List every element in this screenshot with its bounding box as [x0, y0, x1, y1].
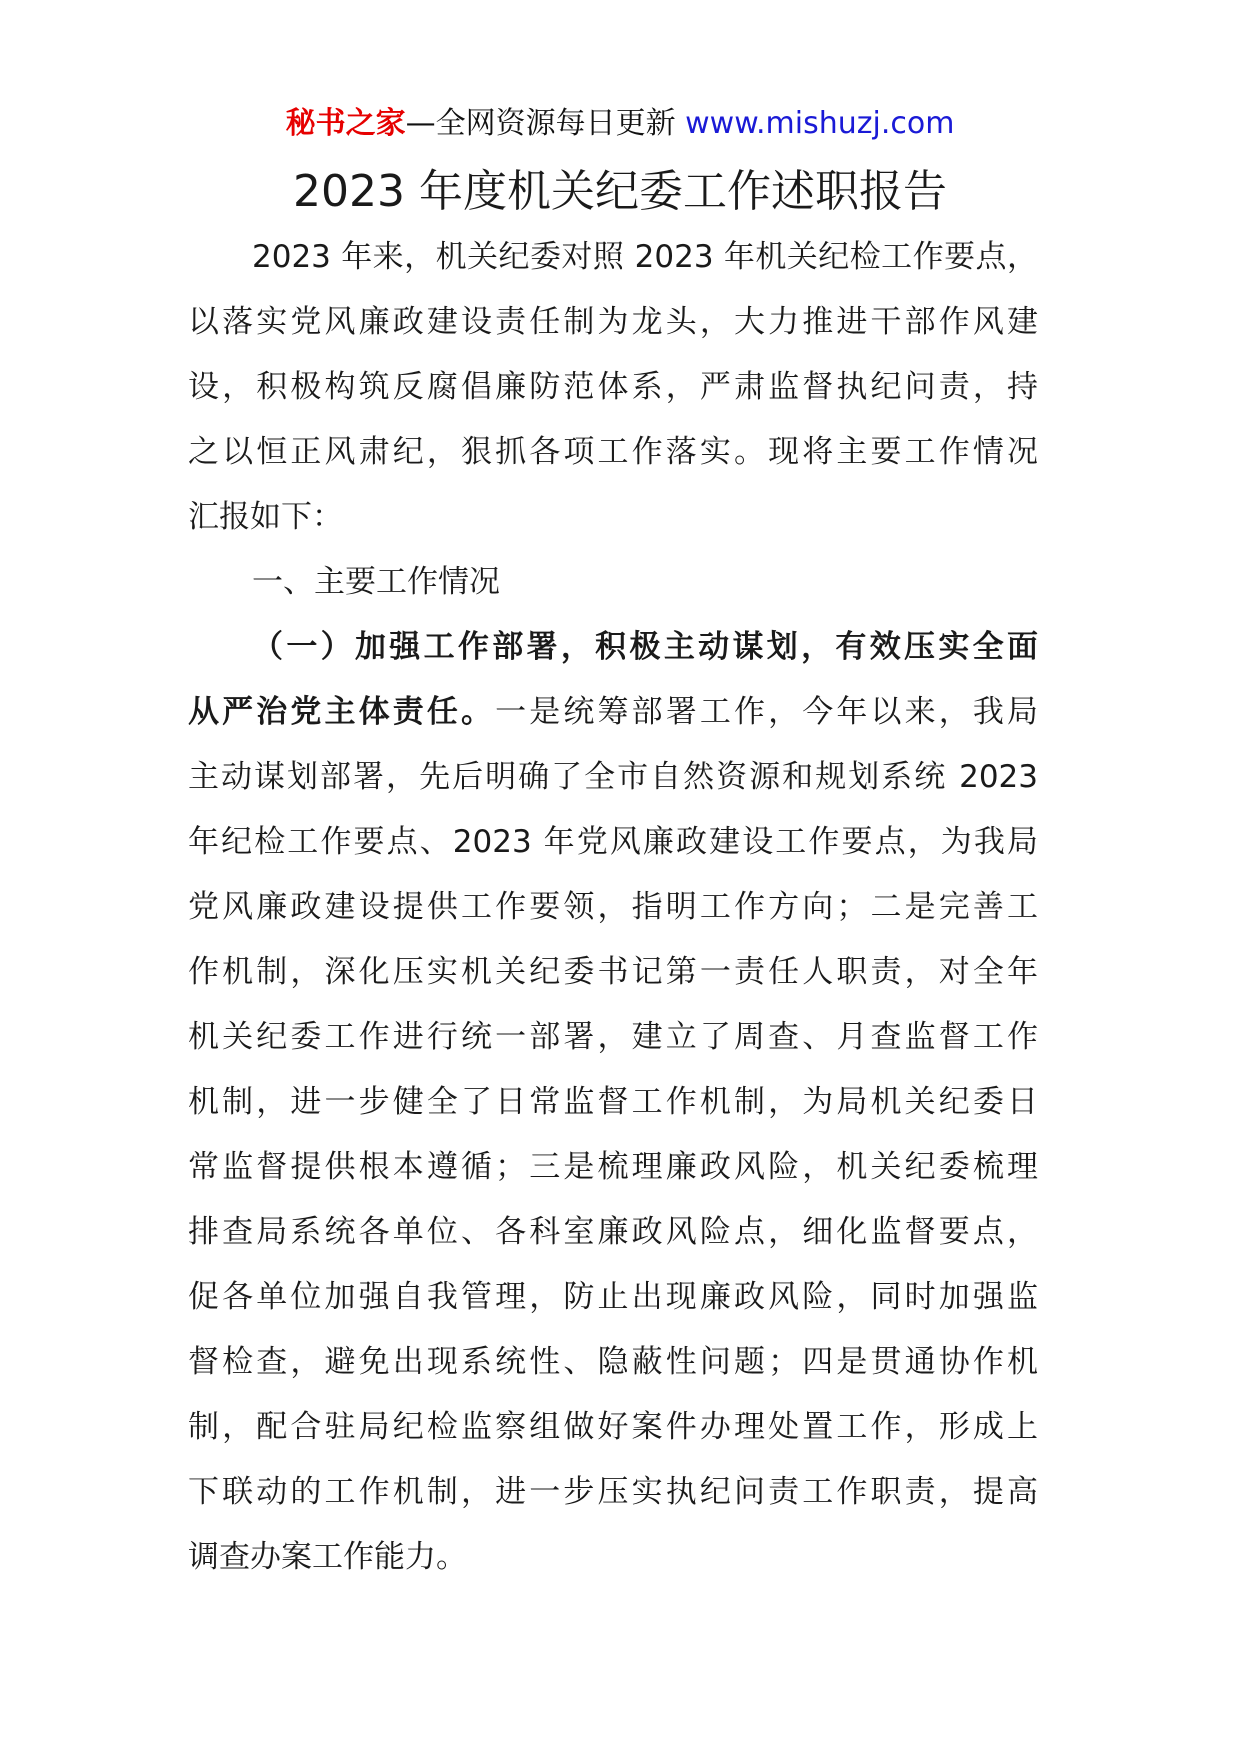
paragraph-line: 制，配合驻局纪检监察组做好案件办理处置工作，形成上 [188, 1409, 1038, 1445]
document-title: 2023 年度机关纪委工作述职报告 [293, 166, 947, 217]
paragraph-line: 以落实党风廉政建设责任制为龙头，大力推进干部作风建 [188, 304, 1038, 340]
paragraph-line: 汇报如下： [188, 499, 343, 535]
brand-name: 秘书之家 [285, 106, 406, 141]
section-heading: 一、主要工作情况 [252, 564, 500, 600]
paragraph-line: 设，积极构筑反腐倡廉防范体系，严肃监督执纪问责，持 [188, 369, 1038, 405]
header-tagline: —全网资源每日更新 [405, 106, 686, 141]
paragraph-line: 主动谋划部署，先后明确了全市自然资源和规划系统 2023 [188, 759, 1038, 795]
paragraph-line: 机制，进一步健全了日常监督工作机制，为局机关纪委日 [188, 1084, 1038, 1120]
paragraph-line: 督检查，避免出现系统性、隐蔽性问题；四是贯通协作机 [188, 1344, 1038, 1380]
paragraph-line: 党风廉政建设提供工作要领，指明工作方向；二是完善工 [188, 889, 1038, 925]
paragraph-line: 作机制，深化压实机关纪委书记第一责任人职责，对全年 [188, 954, 1038, 990]
subsection-heading-end: 从严治党主体责任。 [188, 694, 496, 730]
paragraph-line: 常监督提供根本遵循；三是梳理廉政风险，机关纪委梳理 [188, 1149, 1038, 1185]
document-body [188, 225, 1038, 1590]
watermark-header [0, 100, 1240, 148]
paragraph-line: 下联动的工作机制，进一步压实执纪问责工作职责，提高 [188, 1474, 1038, 1510]
paragraph-line: 年纪检工作要点、2023 年党风廉政建设工作要点，为我局 [188, 824, 1038, 860]
paragraph-text: 一是统筹部署工作，今年以来，我局 [495, 694, 1038, 730]
site-url: www.mishuzj.com [685, 106, 955, 141]
paragraph-line: 机关纪委工作进行统一部署，建立了周查、月查监督工作 [188, 1019, 1038, 1055]
paragraph-line: 排查局系统各单位、各科室廉政风险点，细化监督要点， [188, 1214, 1038, 1250]
paragraph-line: 促各单位加强自我管理，防止出现廉政风险，同时加强监 [188, 1279, 1038, 1315]
subsection-heading: （一）加强工作部署，积极主动谋划，有效压实全面 [252, 629, 1038, 665]
paragraph-line: 2023 年来，机关纪委对照 2023 年机关纪检工作要点， [252, 239, 1038, 275]
paragraph-line: 调查办案工作能力。 [188, 1539, 467, 1575]
paragraph-line-mixed [188, 680, 1038, 745]
paragraph-line: 之以恒正风肃纪，狠抓各项工作落实。现将主要工作情况 [188, 434, 1038, 470]
